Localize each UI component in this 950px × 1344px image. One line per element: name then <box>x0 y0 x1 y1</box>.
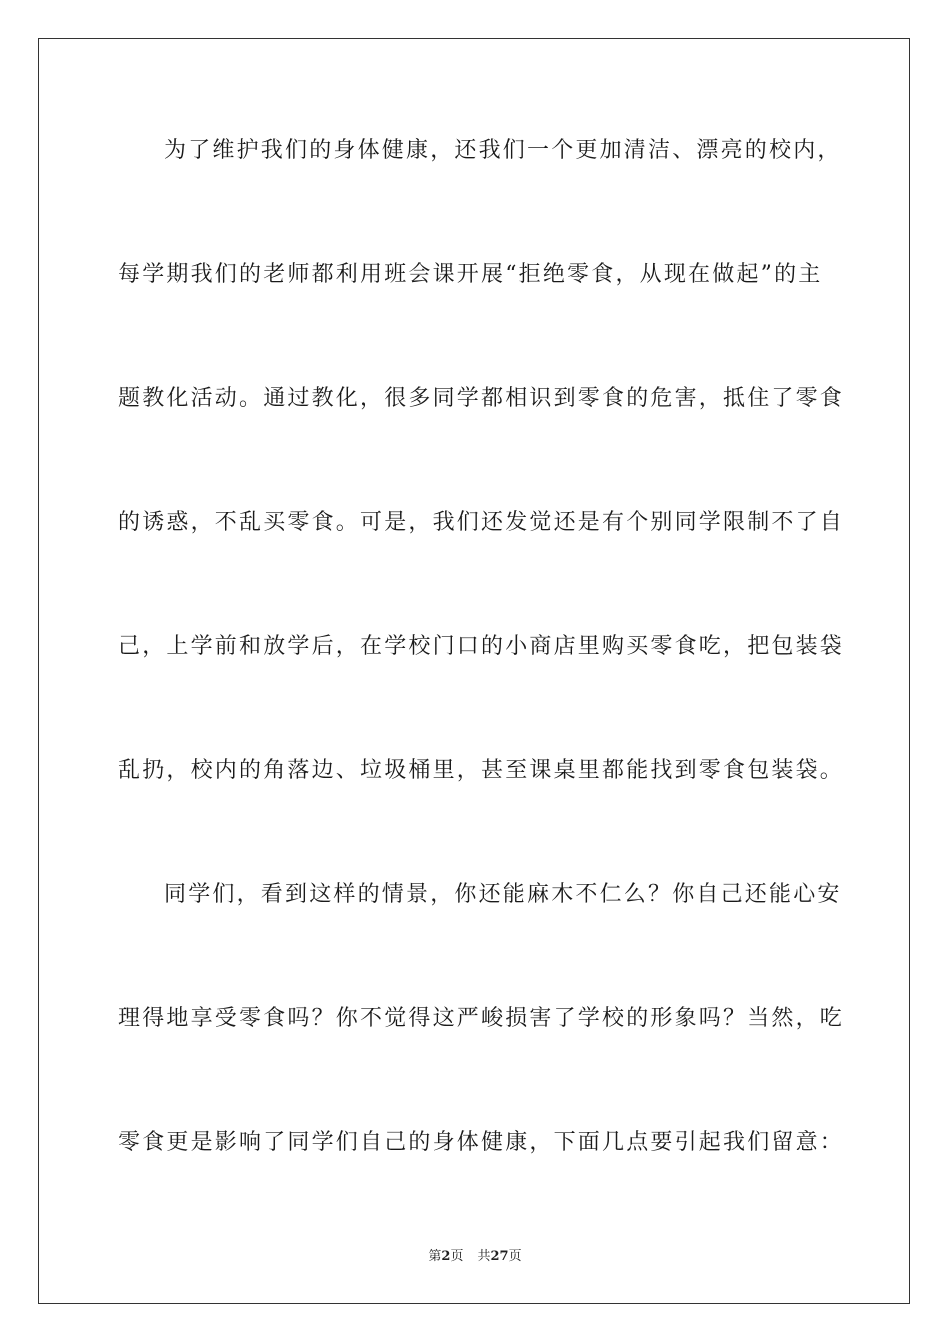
paragraph-2-line-1: 同学们，看到这样的情景，你还能麻木不仁么？你自己还能心安 <box>164 882 842 907</box>
paragraph-2-line-3: 零食更是影响了同学们自己的身体健康，下面几点要引起我们留意： <box>118 1130 845 1155</box>
total-prefix: 共 <box>477 1249 491 1264</box>
paragraph-1-line-3: 题教化活动。通过教化，很多同学都相识到零食的危害，抵住了零食 <box>118 386 845 411</box>
total-page-count: 27 <box>490 1249 509 1264</box>
paragraph-1-line-2: 每学期我们的老师都利用班会课开展“拒绝零食，从现在做起”的主 <box>118 262 823 287</box>
paragraph-1-line-6: 乱扔，校内的角落边、垃圾桶里，甚至课桌里都能找到零食包装袋。 <box>118 758 845 783</box>
paragraph-1-line-1: 为了维护我们的身体健康，还我们一个更加清洁、漂亮的校内， <box>164 138 842 163</box>
page-suffix: 页 <box>450 1249 464 1264</box>
paragraph-2-line-2: 理得地享受零食吗？你不觉得这严峻损害了学校的形象吗？当然，吃 <box>118 1006 845 1031</box>
current-page-number: 2 <box>441 1249 451 1264</box>
page-border <box>38 38 910 1304</box>
page-number-footer <box>0 1248 950 1266</box>
paragraph-1-line-4: 的诱惑，不乱买零食。可是，我们还发觉还是有个别同学限制不了自 <box>118 510 845 535</box>
paragraph-1-line-5: 己，上学前和放学后，在学校门口的小商店里购买零食吃，把包装袋 <box>118 634 845 659</box>
total-suffix: 页 <box>508 1249 522 1264</box>
page-prefix: 第 <box>428 1249 442 1264</box>
